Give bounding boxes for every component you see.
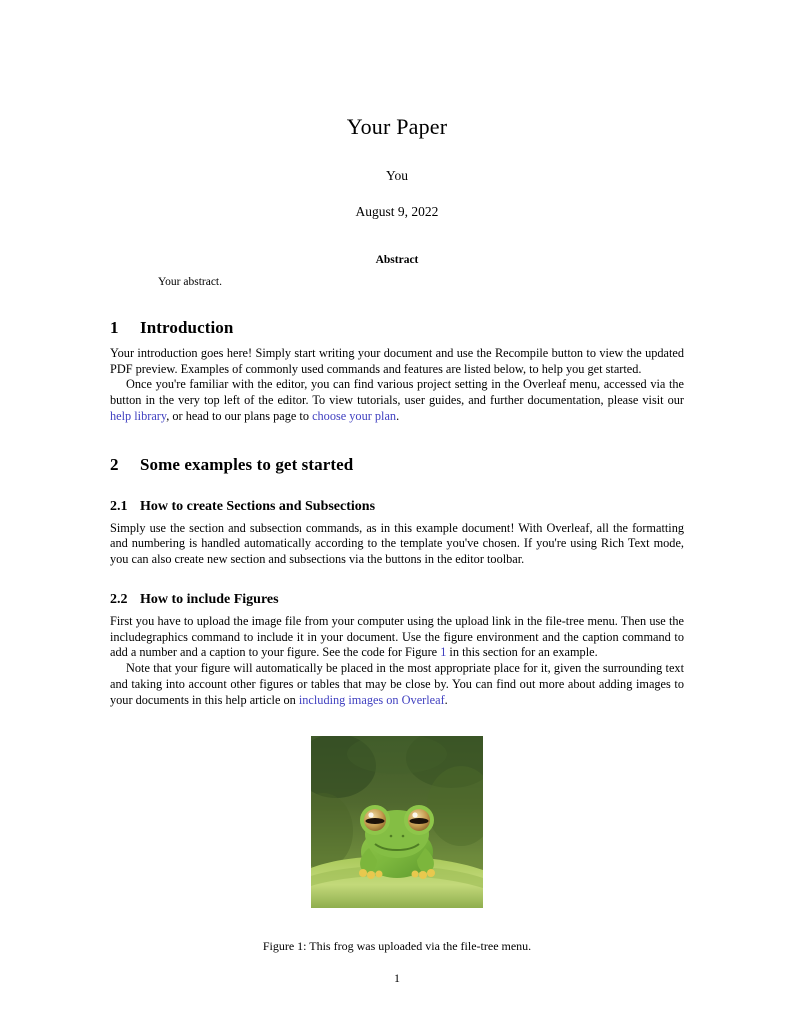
paragraph-intro-2-mid: , or head to our plans page to xyxy=(166,408,313,423)
paragraph-intro-1: Your introduction goes here! Simply start writing your document and use the Recompile button to view the updated PDF preview. Examples of commonly used commands and features are listed below, to help you get started. xyxy=(110,346,684,376)
paragraph-figures-2-text: Note that your figure will automatically be placed in the most appropriate place for it, given the surrounding text and taking into account other figures or tables that may be close by. You can find out more about adding images to your documents in this help article on xyxy=(110,661,684,707)
section-number: 1 xyxy=(110,318,119,337)
frog-illustration xyxy=(311,736,483,908)
author: You xyxy=(386,168,408,183)
page-title: Your Paper xyxy=(346,114,448,139)
paragraph-subsection-1: Simply use the section and subsection commands, as in this example document! With Overleaf, all the formatting and numbering is handled automatically according to the template you've chosen. If you're using Rich Text mode, you can also create new section and subsections via the buttons in the editor toolbar. xyxy=(110,520,684,567)
subsection-heading-figures xyxy=(110,592,684,608)
section-heading-examples xyxy=(110,455,684,475)
paragraph-figures-2-end: . xyxy=(444,692,448,707)
paragraph-intro-2-text: Once you're familiar with the editor, you can find various project setting in the Overleaf menu, accessed via the button in the very top left of the editor. To view tutorials, user guides, and further documentation, please visit our xyxy=(110,377,684,408)
choose-your-plan-link[interactable]: choose your plan xyxy=(312,408,397,423)
subsection-title: How to create Sections and Subsections xyxy=(140,498,376,514)
abstract-text: Your abstract. xyxy=(158,276,222,288)
paragraph-intro-2-end: . xyxy=(396,408,400,423)
figure-caption: Figure 1: This frog was uploaded via the file-tree menu. xyxy=(262,939,532,954)
section-heading-introduction xyxy=(110,318,684,338)
date: August 9, 2022 xyxy=(355,204,439,219)
subsection-title: How to include Figures xyxy=(140,591,279,607)
help-library-link[interactable]: help library xyxy=(110,408,167,423)
section-title: Introduction xyxy=(140,318,234,337)
abstract-heading: Abstract xyxy=(375,254,419,266)
paragraph-intro-2 xyxy=(110,377,684,424)
subsection-number: 2.2 xyxy=(110,591,128,607)
subsection-heading-sections xyxy=(110,499,684,515)
subsection-number: 2.1 xyxy=(110,498,128,514)
frog-image xyxy=(311,736,483,908)
paragraph-figures-1-text: First you have to upload the image file from your computer using the upload link in the file-tree menu. Then use the includegraphics command to include it in your document. Use the figure environment and the caption command to add a number and a caption to your figure. See the code for Figure xyxy=(110,613,684,660)
paragraph-figures-1-end: in this section for an example. xyxy=(446,645,598,660)
section-title: Some examples to get started xyxy=(140,454,354,474)
figure-reference-link[interactable]: 1 xyxy=(440,645,447,660)
including-images-link[interactable]: including images on Overleaf xyxy=(298,692,445,707)
paragraph-figures-2 xyxy=(110,661,684,708)
page-number: 1 xyxy=(394,971,400,985)
section-number: 2 xyxy=(110,454,119,474)
paragraph-figures-1 xyxy=(110,614,684,661)
figure-block xyxy=(110,736,684,954)
